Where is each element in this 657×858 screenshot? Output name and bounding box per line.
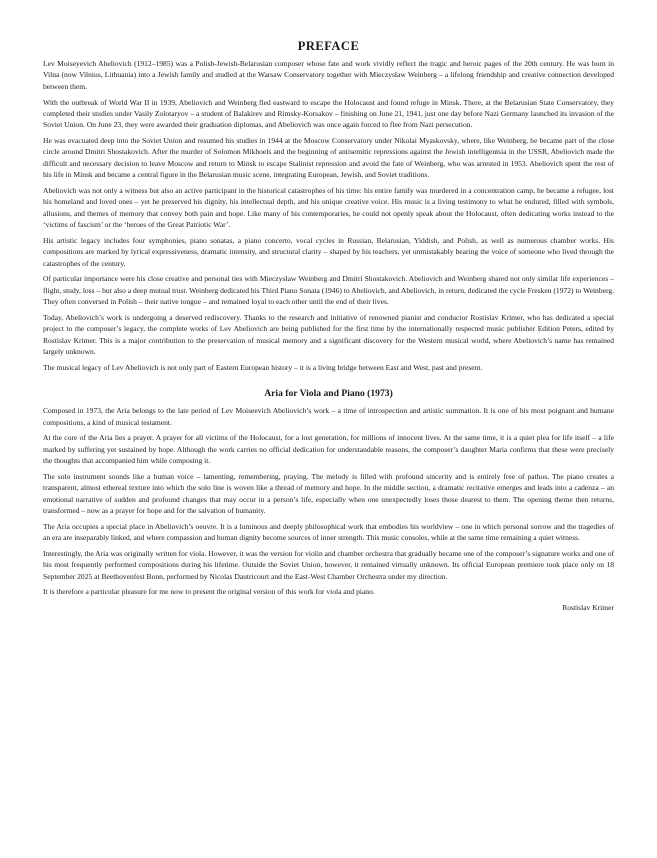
aria-paragraph: Composed in 1973, the Aria belongs to the late period of Lev Moiseevich Abeliovich’s work – a time of introspection and artistic summation. It is one of his most poignant and humane compositions, a kind of musical testament. xyxy=(43,406,614,427)
aria-body xyxy=(43,405,614,598)
aria-section-title: Aria for Viola and Piano (1973) xyxy=(264,388,393,400)
preface-paragraph: Of particular importance were his close creative and personal ties with Mieczysław Weinberg and Dmitri Shostakovich. Abeliovich and Weinberg shared not only similar life experiences – flight, study, loss – but also a deep mutual trust. Weinberg dedicated his Third Piano Sonata (1946) to Abeliovich, and Abeliovich, in return, dedicated the cycle Fresken (1972) to Weinberg. They often conversed in Polish – their native tongue – and remained loyal to each other until the end of their lives. xyxy=(43,274,614,307)
preface-paragraph: The musical legacy of Lev Abeliovich is not only part of Eastern European history – it is a living bridge between East and West, past and present. xyxy=(43,362,483,372)
preface-paragraph: Lev Moiseyevich Abeliovich (1912–1985) was a Polish-Jewish-Belarusian composer whose fate and work vividly reflect the tragic and heroic pages of the 20th century. He was born in Vilna (now Vilnius, Lithuania) into a Jewish family and studied at the Warsaw Conservatory together with Mieczysław Weinberg – a lifelong friendship and creative connection developed between them. xyxy=(43,59,614,91)
aria-paragraph: Interestingly, the Aria was originally written for viola. However, it was the version for violin and chamber orchestra that gradually became one of the composer’s signature works and one of his most frequently performed compositions during his lifetime. Outside the Soviet Union, however, it remained virtually unknown. Its official European premiere took place only on 18 September 2025 at Beethovenfest Bonn, performed by Nicolas Dautricourt and the East-West Chamber Orchestra under my direction. xyxy=(43,548,614,581)
preface-title: PREFACE xyxy=(297,39,360,53)
preface-paragraph: Abeliovich was not only a witness but also an active participant in the historical catastrophes of his time: his entire family was murdered in a concentration camp, he became a refugee, lost his homeland and loved ones – yet he preserved his dignity, his intellectual depth, and his unique creative voice. His music is a living testimony to what he endured, filled with symbols, allusions, and themes of memory that convey both pain and hope. Like many of his contemporaries, he could not openly speak about the Holocaust, often dedicating works instead to the ‘victims of fascism’ or the ‘heroes of the Great Patriotic War’. xyxy=(43,185,614,230)
aria-paragraph: At the core of the Aria lies a prayer. A prayer for all victims of the Holocaust, for a lost generation, for millions of innocent lives. At the same time, it is a quiet plea for life itself – a life marked by suffering yet sustained by hope. Although the work carries no official dedication for understandable reasons, the composer’s daughter Maria confirms that these were precisely the thoughts that accompanied him while composing it. xyxy=(43,433,614,466)
aria-paragraph: It is therefore a particular pleasure for me now to present the original version of this work for viola and piano. xyxy=(43,587,375,597)
preface-body xyxy=(43,58,614,373)
preface-paragraph: He was evacuated deep into the Soviet Union and resumed his studies in 1944 at the Moscow Conservatory under Nikolai Myaskovsky, where, like Weinberg, he became part of the close circle around Dmitri Shostakovich. After the murder of Solomon Mikhoels and the beginning of antisemitic repressions against the Jewish intelligentsia in the USSR, Abeliovich made the difficult and necessary decision to leave Moscow and return to Minsk to escape Stalinist repression and avoid the fate of Weinberg, who was arrested in 1953. Abeliovich spent the rest of his life in Minsk and became a central figure in the Belarusian music scene, integrating European, Jewish, and Soviet traditions. xyxy=(43,136,614,180)
author-signature: Rostislav Krimer xyxy=(562,603,614,613)
aria-paragraph: The Aria occupies a special place in Abeliovich’s oeuvre. It is a luminous and deeply philosophical work that embodies his worldview – one in which personal sorrow and the tragedies of an era are inseparably linked, and where compassion and human dignity become sources of inner strength. This music consoles, while at the same time remaining a quiet witness. xyxy=(43,521,614,543)
preface-paragraph: With the outbreak of World War II in 1939, Abeliovich and Weinberg fled eastward to escape the Holocaust and found refuge in Minsk. There, at the Belarusian State Conservatory, they completed their studies under Vasily Zolotaryov – a student of Balakirev and Rimsky-Korsakov – finishing on June 21, 1941, just one day before Nazi Germany launched its invasion of the Soviet Union. On June 23, they were awarded their graduation diplomas, and Abeliovich was once again forced to flee from Nazi persecution. xyxy=(43,97,614,130)
aria-paragraph: The solo instrument sounds like a human voice – lamenting, remembering, praying. The melody is filled with profound sincerity and is entirely free of pathos. The piano creates a transparent, almost ethereal texture into which the solo line is woven like a thread of memory and hope. In the middle section, a dramatic recitative emerges and leads into a cadenza – an emotional narrative of sudden and profound changes that may occur in a person’s life, especially when one unexpectedly loses those dearest to them. The opening theme then returns, transformed – now as a prayer for hope and for the salvation of humanity. xyxy=(43,471,614,516)
preface-paragraph: Today, Abeliovich’s work is undergoing a deserved rediscovery. Thanks to the research and initiative of renowned pianist and conductor Rostislav Krimer, who has dedicated a special project to the composer’s legacy, the complete works of Lev Abeliovich are being published for the first time by the internationally respected music publisher Edition Peters, edited by Rostislav Krimer. This is a major contribution to the preservation of musical memory and a significant discovery for the Western musical world, where Abeliovich’s name has remained largely unknown. xyxy=(43,312,614,357)
preface-paragraph: His artistic legacy includes four symphonies, piano sonatas, a piano concerto, vocal cycles in Russian, Belarusian, Yiddish, and Polish, as well as numerous chamber works. His compositions are marked by lyrical expressiveness, dramatic intensity, and structural clarity – shaped by his teachers, yet unmistakably bearing the voice of someone who lived through the catastrophes of the century. xyxy=(43,235,614,268)
